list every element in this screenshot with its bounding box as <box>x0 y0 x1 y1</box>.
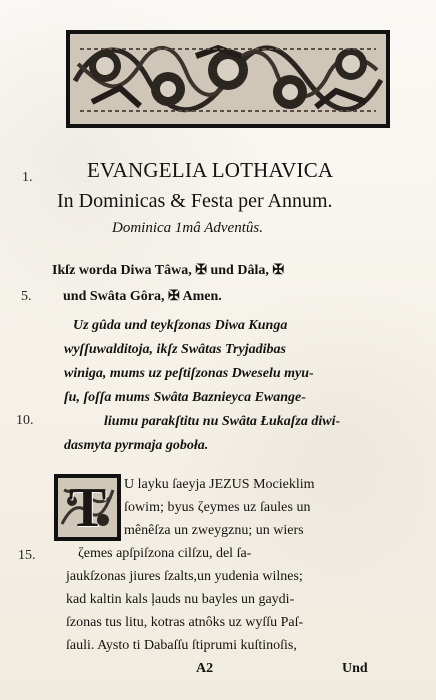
lead-paragraph <box>64 314 414 458</box>
body-line-4: ζemes apſpiſzona cilſzu, del ſa- <box>78 546 252 561</box>
page-subtitle: In Dominicas & Festa per Annum. <box>57 190 333 212</box>
body-line-5: jaukſzonas jiures ſzalts,un yudenia wilnes; <box>66 569 303 584</box>
lead-line-5: liumu parakſtitu nu Swâta Łukaſza diwi- <box>104 414 341 429</box>
body-line-7: ſzonas tus litu, kotras atnôks uz wyſſu Paſ- <box>66 615 304 630</box>
margin-number-15: 15. <box>18 548 36 563</box>
invocation-text <box>52 258 410 310</box>
decorated-dropcap <box>54 474 121 541</box>
lead-line-3: winiga, mums uz peſtiſzonas Dweselu myu- <box>64 366 314 381</box>
gospel-text-top <box>124 473 414 542</box>
catchword-left: A2 <box>196 661 214 676</box>
catchword-right: Und <box>342 661 368 676</box>
margin-number-1: 1. <box>22 170 33 185</box>
decorative-header-woodcut <box>66 30 390 128</box>
lead-line-4: ſu, ſoſſa mums Swâta Baznieyca Ewange- <box>64 390 306 405</box>
lead-line-1: Uz gûda und teykſzonas Diwa Kunga <box>73 318 288 333</box>
body-line-1: U layku ſaeyja JEZUS Mocieklim <box>124 477 315 492</box>
page-title: EVANGELIA LOTHAVICA <box>87 158 334 182</box>
body-line-6: kad kaltin kals ļauds nu bayles un gaydi- <box>66 592 295 607</box>
body-line-8: ſauli. Aysto ti Dabaſſu ſtiprumi kuſtinoſis, <box>66 638 297 653</box>
body-line-3: mênêſza un zweygznu; un wiers <box>124 523 304 538</box>
dominica-heading: Dominica 1mâ Adventûs. <box>112 220 263 236</box>
invocation-line-1: Ikſz worda Diwa Tâwa, ✠ und Dâla, ✠ <box>52 263 285 278</box>
body-line-2: ſowim; byus ζeymes uz ſaules un <box>124 500 311 515</box>
invocation-line-2: und Swâta Gôra, ✠ Amen. <box>63 289 222 304</box>
gospel-text-main <box>66 542 416 657</box>
margin-number-5: 5. <box>21 289 32 304</box>
lead-line-2: wyſſuwalditoja, ikſz Swâtas Tryjadibas <box>64 342 286 357</box>
dropcap-letter: T <box>68 476 107 539</box>
margin-number-10: 10. <box>16 413 34 428</box>
lead-line-6: dasmyta pyrmaja goboła. <box>64 438 209 453</box>
